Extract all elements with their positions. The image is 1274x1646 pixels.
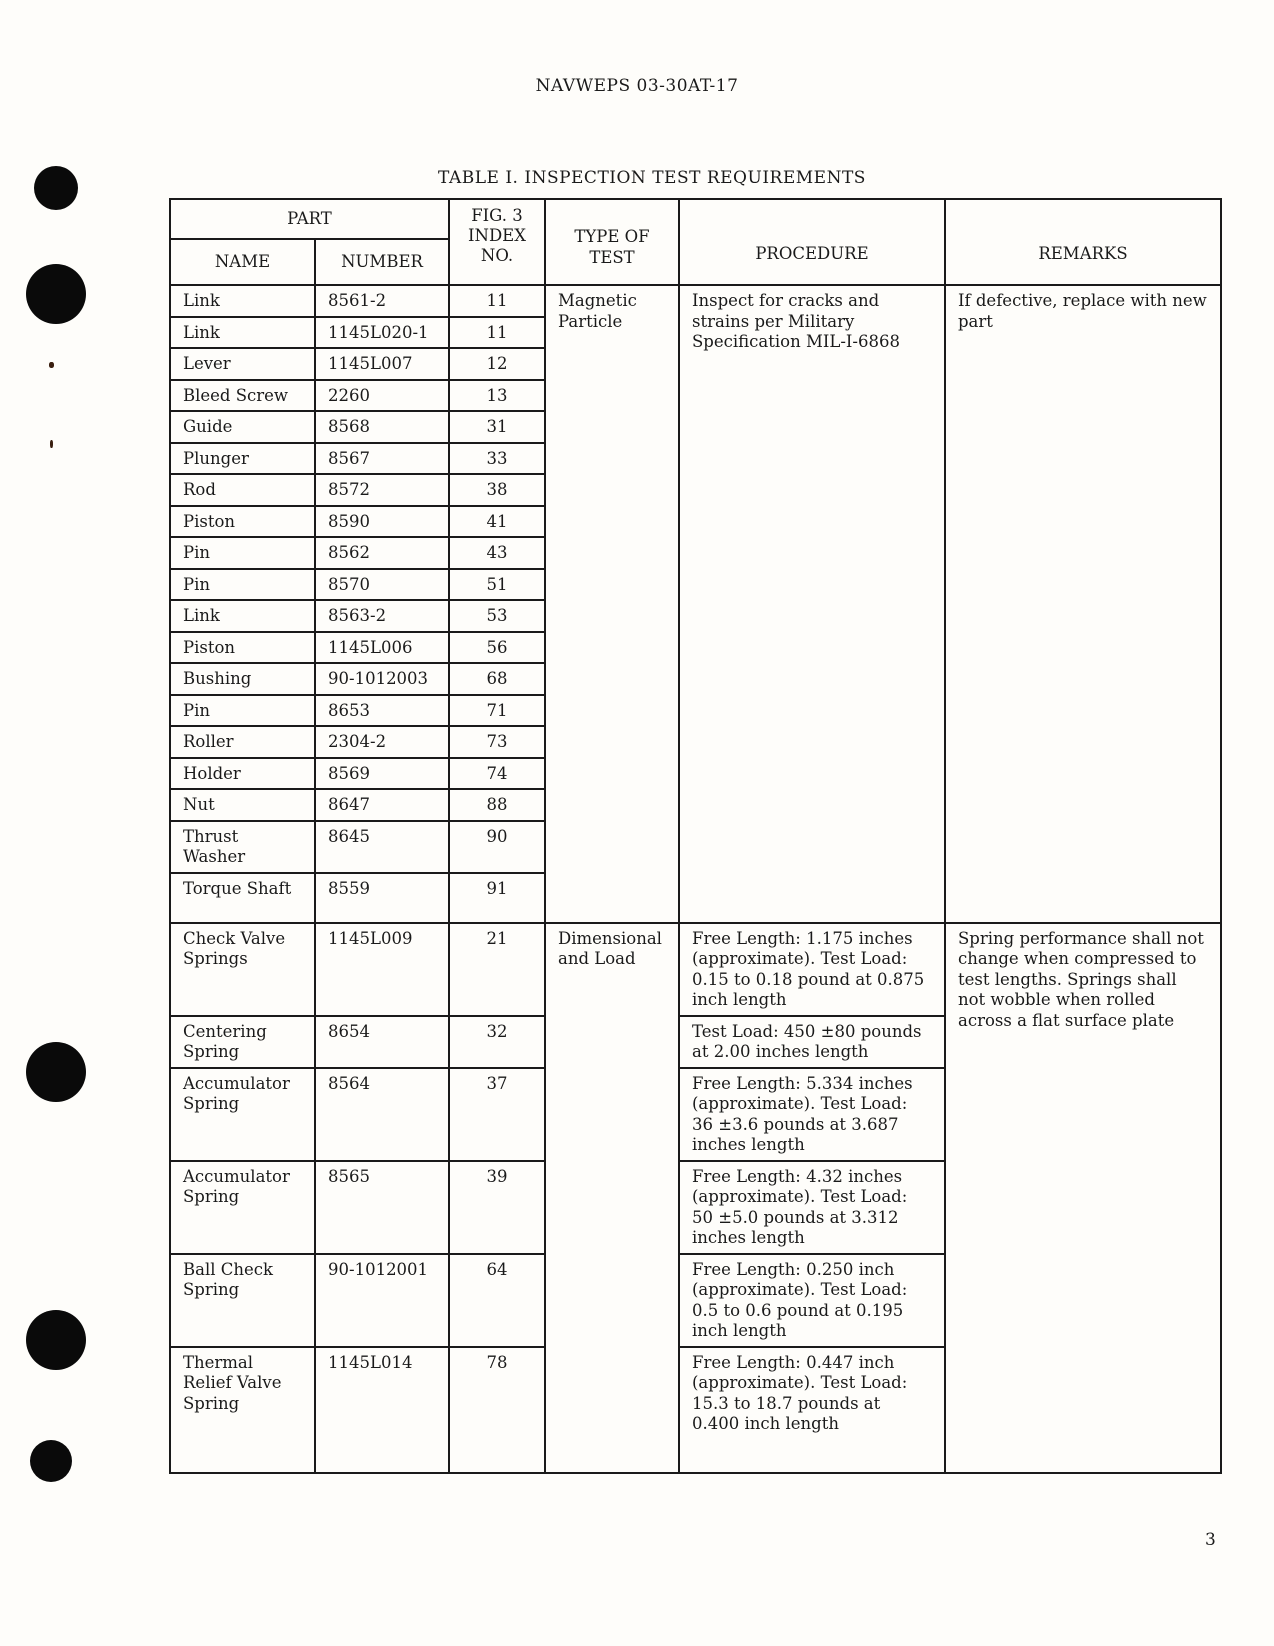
procedure: Free Length: 0.447 inch (approximate). Test Load: 15.3 to 18.7 pounds at 0.400 inch length [679,1347,945,1473]
part-name: Link [170,600,315,632]
part-number: 1145L006 [315,632,449,664]
part-name: Link [170,317,315,349]
part-number: 90-1012001 [315,1254,449,1347]
part-name: Plunger [170,443,315,475]
part-name: Rod [170,474,315,506]
index-number: 78 [449,1347,545,1473]
part-name: Piston [170,506,315,538]
header-type-text: TYPE OF TEST [574,227,650,267]
index-number: 53 [449,600,545,632]
procedure: Free Length: 0.250 inch (approximate). Test Load: 0.5 to 0.6 pound at 0.195 inch length [679,1254,945,1347]
type-of-test: Dimensional and Load [545,923,679,1473]
index-number: 39 [449,1161,545,1254]
binder-hole-icon [26,1310,86,1370]
header-part: PART [170,199,449,239]
index-number: 90 [449,821,545,873]
index-number: 88 [449,789,545,821]
part-number: 8564 [315,1068,449,1161]
index-number: 38 [449,474,545,506]
header-index [449,199,545,285]
index-number: 51 [449,569,545,601]
part-number: 8590 [315,506,449,538]
header-name: NAME [170,239,315,285]
part-number: 8572 [315,474,449,506]
index-number: 43 [449,537,545,569]
procedure: Test Load: 450 ±80 pounds at 2.00 inches length [679,1016,945,1068]
part-name: Bleed Screw [170,380,315,412]
index-number: 13 [449,380,545,412]
inspection-requirements-table [169,198,1222,1474]
index-number: 11 [449,317,545,349]
part-number: 90-1012003 [315,663,449,695]
binder-hole-icon [30,1440,72,1482]
part-number: 8654 [315,1016,449,1068]
part-number: 8567 [315,443,449,475]
page-number: 3 [1205,1530,1216,1550]
part-number: 8653 [315,695,449,727]
paper-speck-icon [49,362,54,368]
part-name: Thermal Relief Valve Spring [170,1347,315,1473]
part-number: 8563-2 [315,600,449,632]
header-number: NUMBER [315,239,449,285]
index-number: 56 [449,632,545,664]
part-name: Lever [170,348,315,380]
procedure: Free Length: 5.334 inches (approximate). Test Load: 36 ±3.6 pounds at 3.687 inches length [679,1068,945,1161]
part-name: Guide [170,411,315,443]
part-number: 8562 [315,537,449,569]
part-name: Pin [170,695,315,727]
part-number: 8565 [315,1161,449,1254]
part-name: Centering Spring [170,1016,315,1068]
dimensional-load-group [170,923,1221,1473]
table-row [170,285,1221,317]
part-number: 1145L020-1 [315,317,449,349]
index-number: 64 [449,1254,545,1347]
part-number: 8570 [315,569,449,601]
index-number: 12 [449,348,545,380]
index-number: 41 [449,506,545,538]
part-number: 8568 [315,411,449,443]
part-number: 8559 [315,873,449,923]
index-number: 11 [449,285,545,317]
remarks: If defective, replace with new part [945,285,1221,923]
part-name: Accumulator Spring [170,1161,315,1254]
part-number: 8645 [315,821,449,873]
header-type [545,199,679,285]
header-index-text: FIG. 3 INDEX NO. [468,206,526,265]
part-name: Thrust Washer [170,821,315,873]
part-name: Ball Check Spring [170,1254,315,1347]
part-name: Link [170,285,315,317]
header-procedure: PROCEDURE [679,199,945,285]
binder-hole-icon [26,1042,86,1102]
part-number: 8561-2 [315,285,449,317]
index-number: 21 [449,923,545,1016]
binder-hole-icon [26,264,86,324]
index-number: 32 [449,1016,545,1068]
part-number: 1145L007 [315,348,449,380]
table-row [170,923,1221,1016]
procedure: Inspect for cracks and strains per Military Specification MIL-I-6868 [679,285,945,923]
part-number: 1145L009 [315,923,449,1016]
remarks: Spring performance shall not change when compressed to test lengths. Springs shall not wobble when rolled across a flat surface plate [945,923,1221,1473]
table-title: TABLE I. INSPECTION TEST REQUIREMENTS [438,168,866,188]
paper-speck-icon [50,440,53,448]
procedure: Free Length: 1.175 inches (approximate). Test Load: 0.15 to 0.18 pound at 0.875 inch length [679,923,945,1016]
index-number: 37 [449,1068,545,1161]
part-name: Accumulator Spring [170,1068,315,1161]
part-number: 1145L014 [315,1347,449,1473]
header-remarks: REMARKS [945,199,1221,285]
magnetic-particle-group [170,285,1221,923]
part-number: 8647 [315,789,449,821]
index-number: 71 [449,695,545,727]
index-number: 74 [449,758,545,790]
type-of-test: Magnetic Particle [545,285,679,923]
part-name: Check Valve Springs [170,923,315,1016]
index-number: 33 [449,443,545,475]
part-name: Torque Shaft [170,873,315,923]
index-number: 91 [449,873,545,923]
part-name: Pin [170,537,315,569]
part-name: Bushing [170,663,315,695]
part-name: Pin [170,569,315,601]
index-number: 68 [449,663,545,695]
part-number: 2260 [315,380,449,412]
part-name: Roller [170,726,315,758]
procedure: Free Length: 4.32 inches (approximate). Test Load: 50 ±5.0 pounds at 3.312 inches length [679,1161,945,1254]
part-name: Piston [170,632,315,664]
index-number: 73 [449,726,545,758]
part-number: 8569 [315,758,449,790]
document-id: NAVWEPS 03-30AT-17 [535,76,739,96]
part-number: 2304-2 [315,726,449,758]
part-name: Holder [170,758,315,790]
part-name: Nut [170,789,315,821]
index-number: 31 [449,411,545,443]
